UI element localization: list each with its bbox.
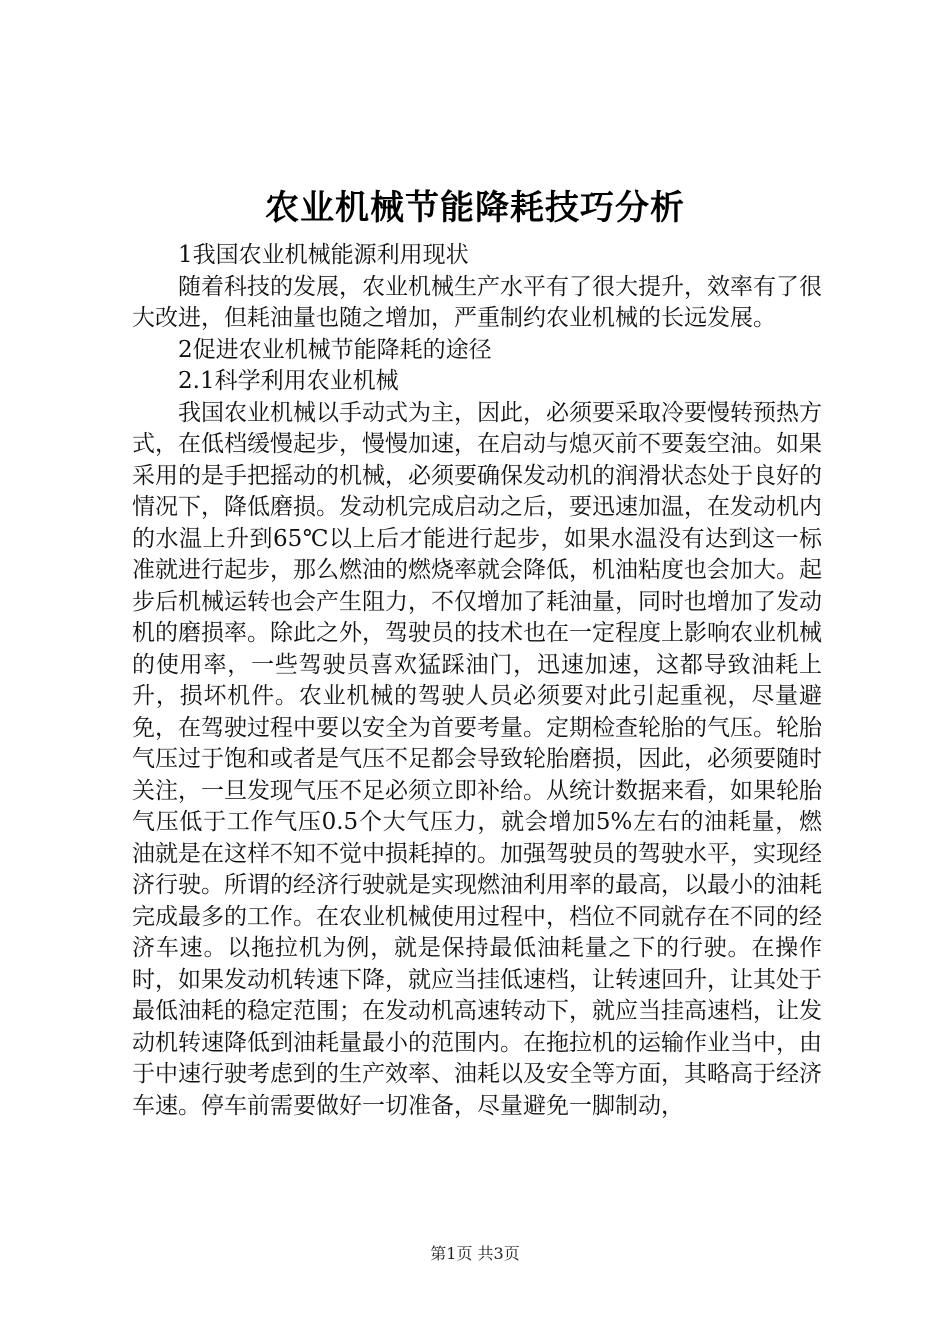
document-body [132, 240, 822, 1122]
document-title: 农业机械节能降耗技巧分析 [265, 188, 685, 228]
page-footer: 第1页 共3页 [430, 1244, 520, 1263]
paragraph-body: 我国农业机械以手动式为主，因此，必须要采取冷要慢转预热方式，在低档缓慢起步，慢慢加速，在启动与熄灭前不要轰空油。如果采用的是手把摇动的机械，必须要确保发动机的润滑状态处于良好的情况下，降低磨损。发动机完成启动之后，要迅速加温，在发动机内的水温上升到65℃以上后才能进行起步，如果水温没有达到这一标准就进行起步，那么燃油的燃烧率就会降低，机油粘度也会加大。起步后机械运转也会产生阻力，不仅增加了耗油量，同时也增加了发动机的磨损率。除此之外，驾驶员的技术也在一定程度上影响农业机械的使用率，一些驾驶员喜欢猛踩油门，迅速加速，这都导致油耗上升，损坏机件。农业机械的驾驶人员必须要对此引起重视，尽量避免，在驾驶过程中要以安全为首要考量。定期检查轮胎的气压。轮胎气压过于饱和或者是气压不足都会导致轮胎磨损，因此，必须要随时关注，一旦发现气压不足必须立即补给。从统计数据来看，如果轮胎气压低于工作气压0.5个大气压力，就会增加5%左右的油耗量，燃油就是在这样不知不觉中损耗掉的。加强驾驶员的驾驶水平，实现经济行驶。所谓的经济行驶就是实现燃油利用率的最高，以最小的油耗完成最多的工作。在农业机械使用过程中，档位不同就存在不同的经济车速。以拖拉机为例，就是保持最低油耗量之下的行驶。在操作时，如果发动机转速下降，就应当挂低速档，让转速回升，让其处于最低油耗的稳定范围；在发动机高速转动下，就应当挂高速档，让发动机转速降低到油耗量最小的范围内。在拖拉机的运输作业当中，由于中速行驶考虑到的生产效率、油耗以及安全等方面，其略高于经济车速。停车前需要做好一切准备，尽量避免一脚制动， [132, 399, 822, 1119]
section-heading-1: 1我国农业机械能源利用现状 [178, 242, 469, 268]
section-heading-2: 2促进农业机械节能降耗的途径 [178, 336, 492, 363]
paragraph-intro: 随着科技的发展，农业机械生产水平有了很大提升，效率有了很大改进，但耗油量也随之增加，严重制约农业机械的长远发展。 [132, 273, 822, 331]
subsection-heading-2-1: 2.1科学利用农业机械 [178, 368, 399, 394]
